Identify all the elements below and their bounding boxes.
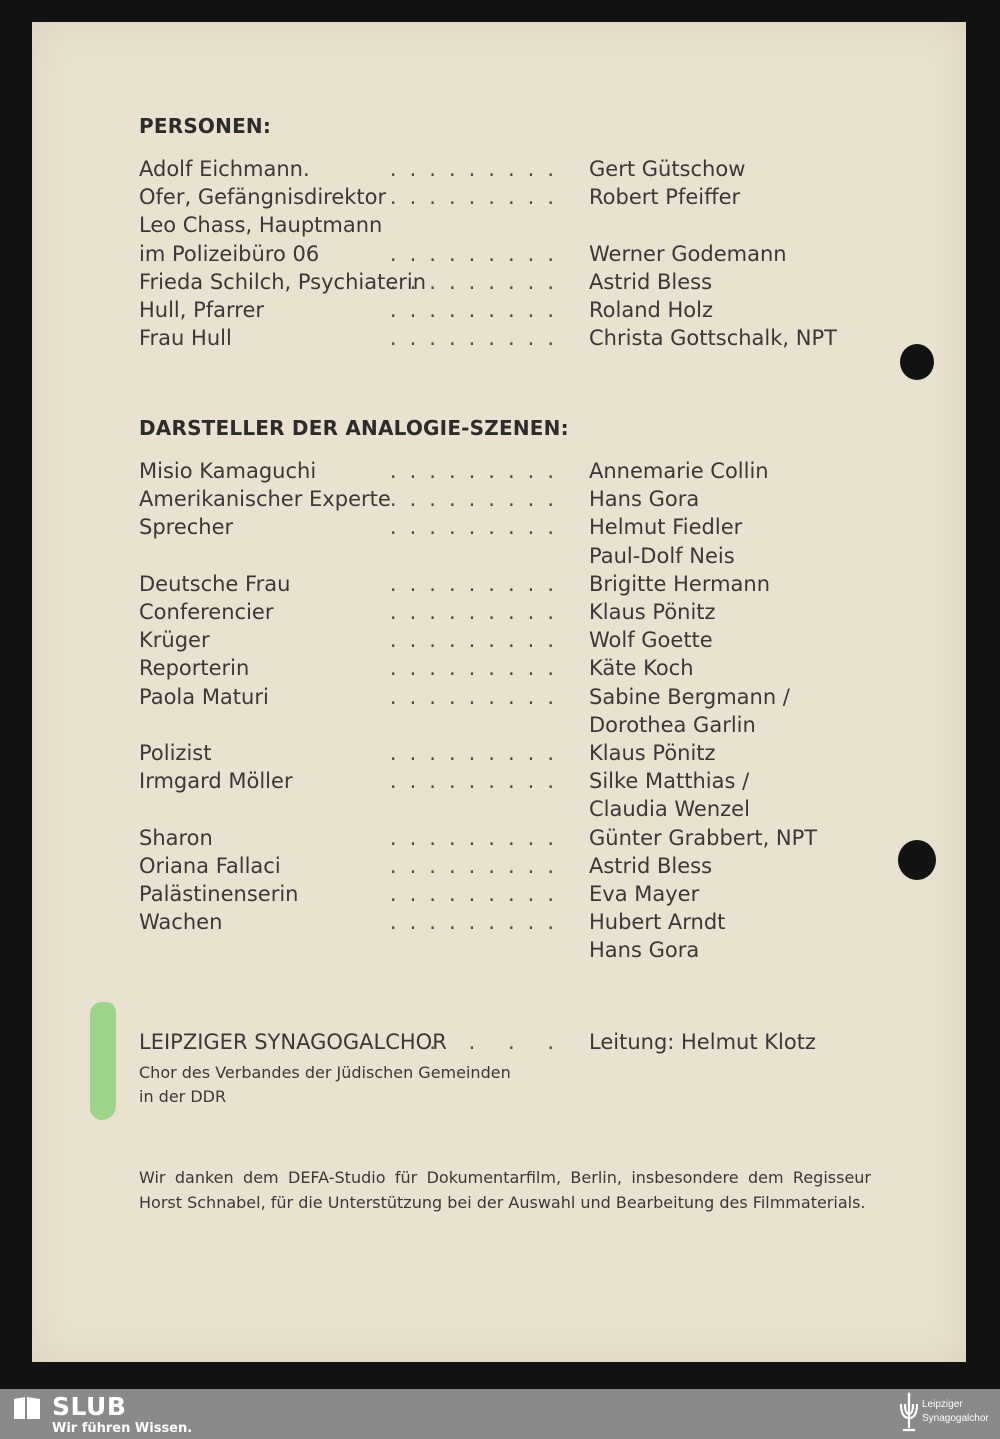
role-name: Sprecher (139, 515, 234, 540)
cast-row (139, 654, 899, 682)
cast-row (139, 936, 899, 964)
dot-leader: ......... (389, 769, 567, 794)
role-name: Wachen (139, 910, 223, 935)
cast-row (139, 908, 899, 936)
actor-name: Sabine Bergmann / (589, 684, 790, 709)
actor-name: Klaus Pönitz (589, 741, 716, 765)
dot-leader: . . . . (429, 1030, 567, 1054)
choir-leader: Leitung: Helmut Klotz (589, 1030, 816, 1054)
role-name: Paola Maturi (139, 684, 269, 709)
actor-name: Annemarie Collin (589, 459, 769, 483)
role-name: Ofer, Gefängnisdirektor (139, 185, 387, 210)
actor-name: Hubert Arndt (589, 910, 726, 935)
choir-row (139, 1028, 899, 1056)
role-name: Conferencier (139, 600, 274, 624)
dot-leader: ......... (389, 326, 567, 351)
dot-leader: ......... (389, 459, 567, 483)
cast-row (139, 570, 899, 598)
slub-tagline: Wir führen Wissen. (52, 1421, 193, 1436)
dot-leader: ......... (389, 825, 567, 850)
role-name: Deutsche Frau (139, 571, 291, 596)
green-marker-stain (90, 1002, 116, 1120)
actor-name: Astrid Bless (589, 853, 713, 878)
role-name: Polizist (139, 741, 212, 765)
dot-leader: ......... (389, 853, 567, 878)
dot-leader: ......... (389, 298, 567, 322)
section-heading-analogie: DARSTELLER DER ANALOGIE-SZENEN: (139, 416, 569, 440)
cast-row (139, 211, 899, 239)
cast-row (139, 739, 899, 767)
punch-hole (900, 344, 934, 380)
role-name: Frau Hull (139, 326, 232, 351)
cast-row (139, 598, 899, 626)
role-name: Reporterin (139, 656, 250, 681)
dot-leader: ......... (389, 600, 567, 624)
role-name: Amerikanischer Experte (139, 487, 391, 512)
actor-name: Brigitte Hermann (589, 571, 771, 596)
cast-row (139, 683, 899, 711)
cast-row (139, 457, 899, 485)
actor-name: Roland Holz (589, 298, 714, 322)
dot-leader: ......... (389, 741, 567, 765)
dot-leader: ......... (389, 910, 567, 935)
footer-bar (0, 1389, 1000, 1439)
actor-name: Dorothea Garlin (589, 712, 756, 737)
dot-leader: ......... (389, 185, 567, 210)
role-name: Oriana Fallaci (139, 853, 281, 878)
punch-hole (898, 840, 936, 880)
cast-row (139, 485, 899, 513)
acknowledgement-text: Wir danken dem DEFA-Studio für Dokumentarfilm, Berlin, insbesondere dem Regisseur Horst Schnabel, für die Unterstützung bei der Auswahl und Bearbeitung des Filmmaterials. (139, 1168, 871, 1212)
dot-leader: ......... (389, 157, 567, 181)
dot-leader: ......... (389, 515, 567, 540)
cast-row (139, 767, 899, 795)
role-name: im Polizeibüro 06 (139, 241, 320, 266)
role-name: Adolf Eichmann. (139, 157, 310, 181)
actor-name: Robert Pfeiffer (589, 185, 741, 210)
dot-leader: ......... (389, 269, 567, 294)
document-page (32, 22, 966, 1362)
role-name: Leo Chass, Hauptmann (139, 213, 383, 238)
choir-name: LEIPZIGER SYNAGOGALCHOR (139, 1030, 447, 1054)
actor-name: Eva Mayer (589, 882, 700, 906)
actor-name: Astrid Bless (589, 269, 713, 294)
actor-name: Helmut Fiedler (589, 515, 743, 540)
actor-name: Christa Gottschalk, NPT (589, 326, 837, 351)
choir-subtitle-line2: in der DDR (139, 1087, 227, 1106)
actor-name: Werner Godemann (589, 241, 787, 266)
cast-row (139, 824, 899, 852)
dot-leader: ......... (389, 628, 567, 653)
actor-name: Käte Koch (589, 656, 694, 681)
actor-name: Silke Matthias / (589, 769, 750, 794)
actor-name: Klaus Pönitz (589, 600, 716, 624)
actor-name: Paul-Dolf Neis (589, 543, 735, 568)
book-icon[interactable] (12, 1395, 42, 1421)
actor-name: Hans Gora (589, 487, 700, 512)
cast-row (139, 542, 899, 570)
role-name: Misio Kamaguchi (139, 459, 317, 483)
role-name: Palästinenserin (139, 882, 299, 906)
actor-name: Hans Gora (589, 938, 700, 963)
slub-logo-text[interactable]: SLUB (52, 1392, 127, 1421)
cast-row (139, 852, 899, 880)
cast-row (139, 711, 899, 739)
role-name: Krüger (139, 628, 210, 653)
dot-leader: ......... (389, 882, 567, 906)
cast-row (139, 513, 899, 541)
cast-row (139, 795, 899, 823)
section-heading-personen: PERSONEN: (139, 114, 272, 138)
cast-row (139, 296, 899, 324)
role-name: Frieda Schilch, Psychiaterin (139, 269, 427, 294)
actor-name: Günter Grabbert, NPT (589, 825, 818, 850)
dot-leader: ......... (389, 684, 567, 709)
role-name: Sharon (139, 825, 213, 850)
role-name: Hull, Pfarrer (139, 298, 265, 322)
dot-leader: ......... (389, 487, 567, 512)
dot-leader: ......... (389, 656, 567, 681)
dot-leader: ......... (389, 241, 567, 266)
choir-subtitle-line1: Chor des Verbandes der Jüdischen Gemeinden (139, 1063, 511, 1082)
role-name: Irmgard Möller (139, 769, 293, 794)
actor-name: Wolf Goette (589, 628, 713, 653)
actor-name: Gert Gütschow (589, 157, 746, 181)
cast-row (139, 183, 899, 211)
menorah-icon (896, 1392, 922, 1434)
cast-row (139, 880, 899, 908)
cast-row (139, 240, 899, 268)
dot-leader: ......... (389, 571, 567, 596)
actor-name: Claudia Wenzel (589, 797, 750, 822)
cast-row (139, 155, 899, 183)
cast-row (139, 268, 899, 296)
cast-row (139, 324, 899, 352)
cast-row (139, 626, 899, 654)
partner-logo-text: Leipziger Synagogalchor (922, 1399, 989, 1424)
